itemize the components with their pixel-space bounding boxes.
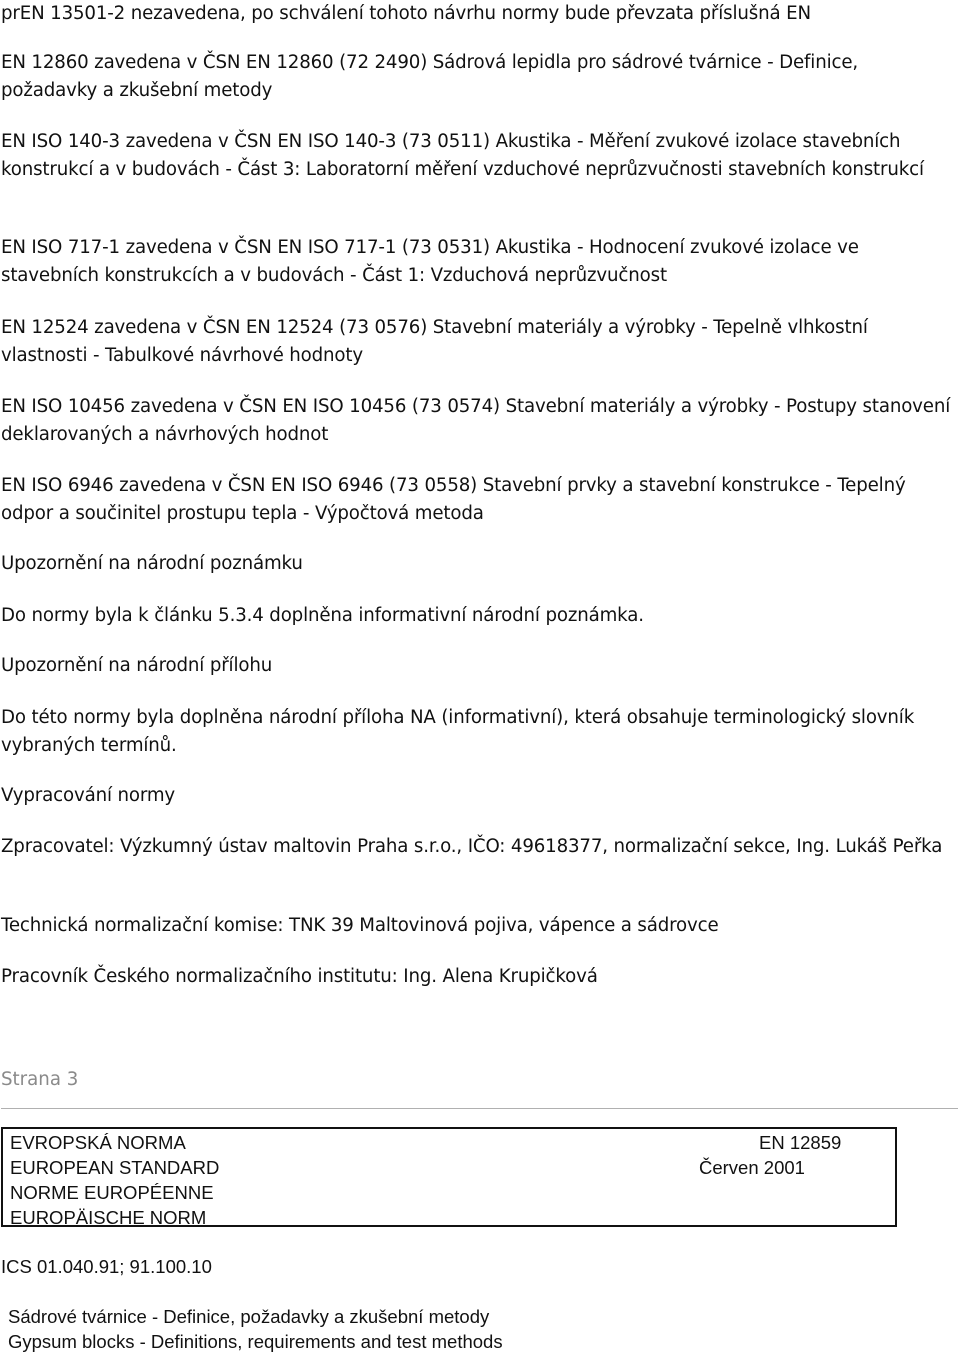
heading-national-annex: Upozornění na národní přílohu xyxy=(1,655,273,676)
title-czech: Sádrové tvárnice - Definice, požadavky a zkušební metody xyxy=(8,1306,490,1327)
paragraph-institute-worker: Pracovník Českého normalizačního institutu: Ing. Alena Krupičková xyxy=(1,966,598,987)
paragraph-national-note: Do normy byla k článku 5.3.4 doplněna informativní národní poznámka. xyxy=(1,605,644,626)
standard-date: Červen 2001 xyxy=(699,1157,805,1178)
paragraph-en-iso-10456: EN ISO 10456 zavedena v ČSN EN ISO 10456 (73 0574) Stavební materiály a výrobky - Postupy stanovení deklarovaných a návrhových hodnot xyxy=(1,396,951,445)
title-english: Gypsum blocks - Definitions, requirements and test methods xyxy=(8,1331,503,1352)
standard-name-de: EUROPÄISCHE NORM xyxy=(10,1207,207,1228)
paragraph-technical-committee: Technická normalizační komise: TNK 39 Maltovinová pojiva, vápence a sádrovce xyxy=(1,915,719,936)
page-separator xyxy=(1,1108,958,1109)
standard-name-cs: EVROPSKÁ NORMA xyxy=(10,1132,186,1153)
paragraph-en-iso-717-1: EN ISO 717-1 zavedena v ČSN EN ISO 717-1 (73 0531) Akustika - Hodnocení zvukové izolace ve stavebních konstrukcích a v budovách - Část 1: Vzduchová neprůzvučnost xyxy=(1,237,859,286)
heading-national-note: Upozornění na národní poznámku xyxy=(1,553,303,574)
heading-preparation: Vypracování normy xyxy=(1,785,176,806)
paragraph-en-12524: EN 12524 zavedena v ČSN EN 12524 (73 0576) Stavební materiály a výrobky - Tepelně vlhkostní vlastnosti - Tabulkové návrhové hodnoty xyxy=(1,317,868,366)
paragraph-en-12860: EN 12860 zavedena v ČSN EN 12860 (72 2490) Sádrová lepidla pro sádrové tvárnice - Definice, požadavky a zkušební metody xyxy=(1,52,858,101)
page-number-label: Strana 3 xyxy=(1,1069,79,1090)
standard-name-en: EUROPEAN STANDARD xyxy=(10,1157,220,1178)
paragraph-processor: Zpracovatel: Výzkumný ústav maltovin Praha s.r.o., IČO: 49618377, normalizační sekce, Ing. Lukáš Peřka xyxy=(1,836,943,857)
ics-code: ICS 01.040.91; 91.100.10 xyxy=(1,1256,212,1277)
paragraph-en-iso-6946: EN ISO 6946 zavedena v ČSN EN ISO 6946 (73 0558) Stavební prvky a stavební konstrukce - Tepelný odpor a součinitel prostupu tepla - Výpočtová metoda xyxy=(1,475,906,524)
paragraph-en-iso-140-3: EN ISO 140-3 zavedena v ČSN EN ISO 140-3 (73 0511) Akustika - Měření zvukové izolace stavebních konstrukcí a v budovách - Část 3: Laboratorní měření vzduchové neprůzvučnosti stavebních konstrukcí xyxy=(1,131,924,180)
paragraph-national-annex: Do této normy byla doplněna národní příloha NA (informativní), která obsahuje terminologický slovník vybraných termínů. xyxy=(1,707,915,756)
paragraph-pren-13501-2: prEN 13501-2 nezavedena, po schválení tohoto návrhu normy bude převzata příslušná EN xyxy=(1,3,811,24)
standard-number: EN 12859 xyxy=(759,1132,842,1153)
standard-header-box xyxy=(1,1127,897,1227)
standard-name-fr: NORME EUROPÉENNE xyxy=(10,1182,214,1203)
